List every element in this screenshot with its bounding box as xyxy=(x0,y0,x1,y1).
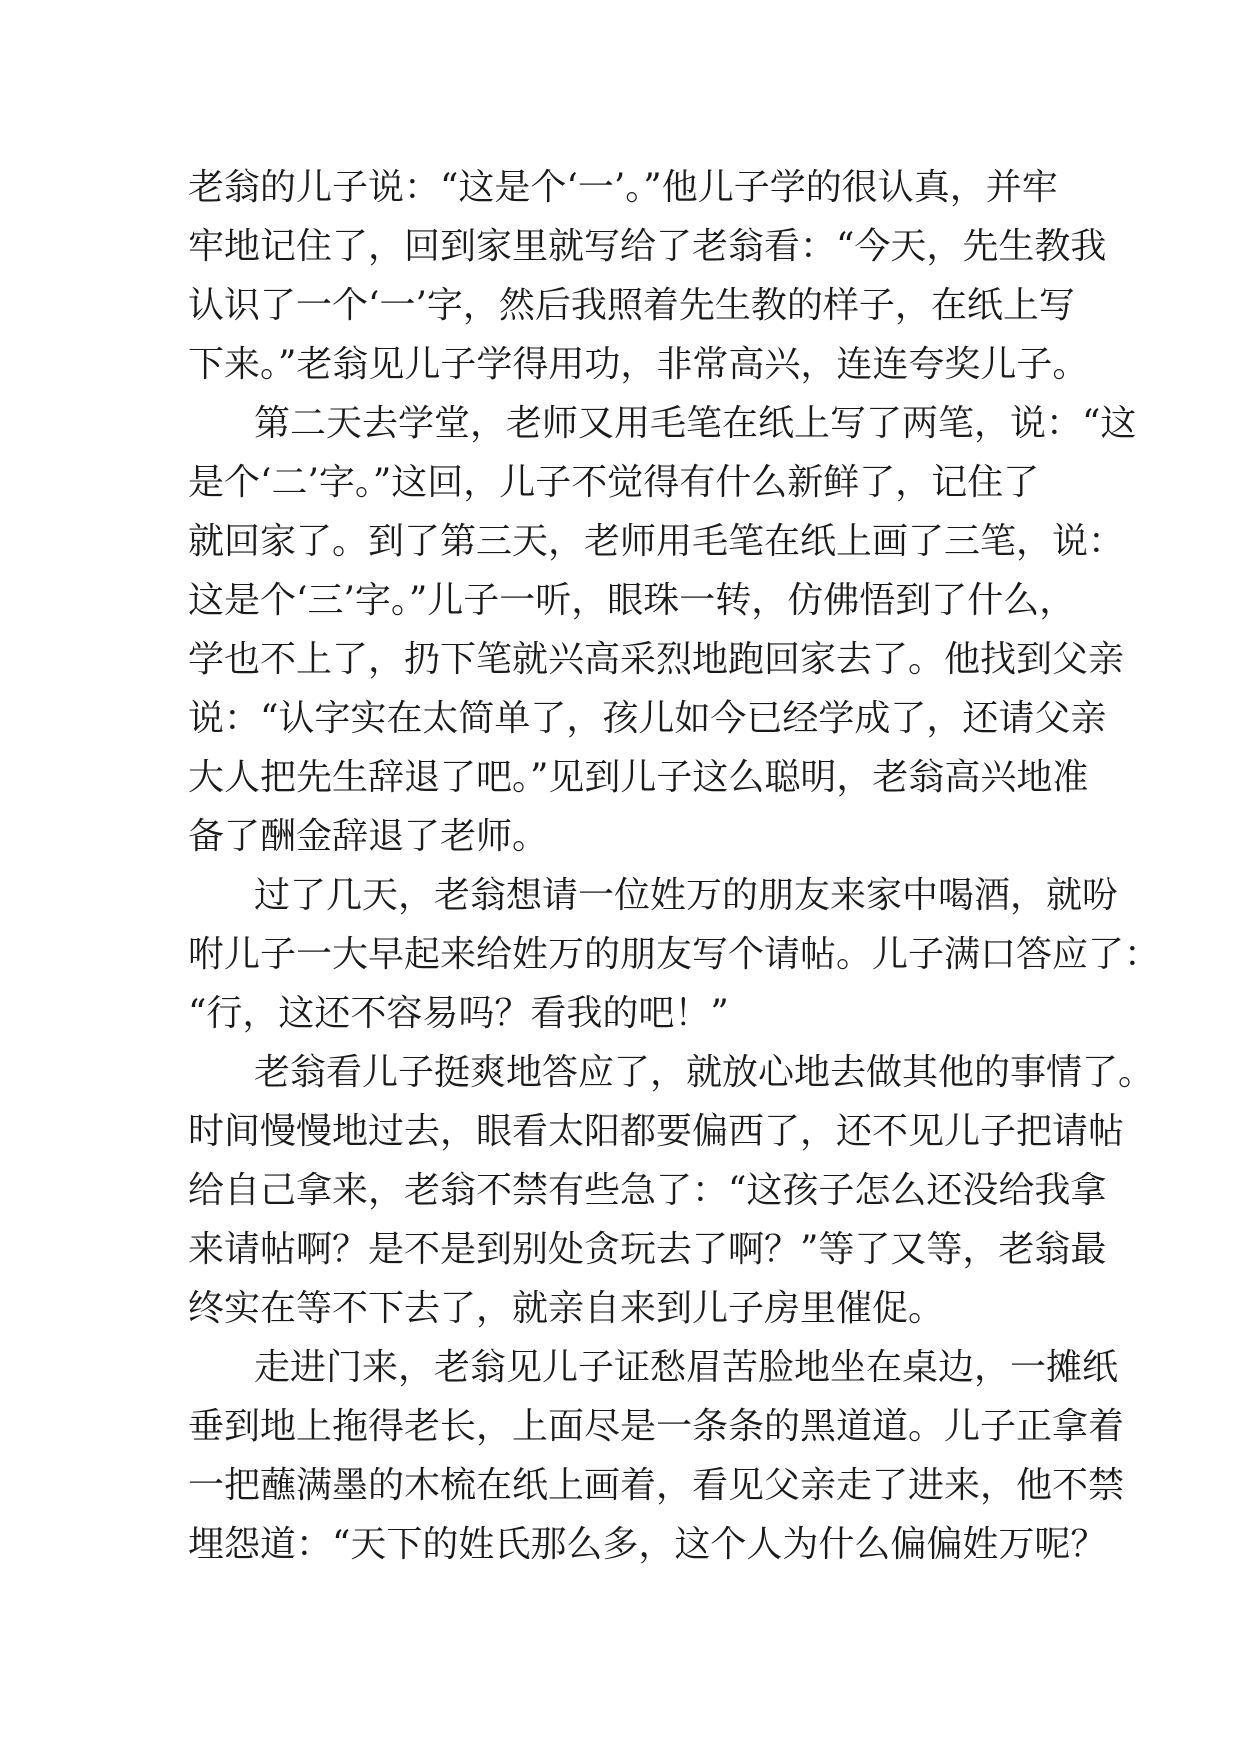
text-line: 终实在等不下去了，就亲自来到儿子房里催促。 xyxy=(188,1288,945,1329)
text-line: 给自己拿来，老翁不禁有些急了：“这孩子怎么还没给我拿 xyxy=(188,1170,1107,1211)
text-line: 是个‘二’字。”这回，儿子不觉得有什么新鲜了，记住了 xyxy=(188,462,1040,503)
text-line: 过了几天，老翁想请一位姓万的朋友来家中喝酒，就吩 xyxy=(254,875,1119,916)
text-line: 走进门来，老翁见儿子证愁眉苦脸地坐在桌边，一摊纸 xyxy=(254,1347,1119,1388)
text-line: 认识了一个‘一’字，然后我照着先生教的样子，在纸上写 xyxy=(188,285,1075,326)
text-line: 第二天去学堂，老师又用毛笔在纸上写了两笔，说：“这 xyxy=(254,403,1137,444)
text-line: 老翁看儿子挺爽地答应了，就放心地去做其他的事情了。 xyxy=(254,1052,1155,1093)
text-line: 就回家了。到了第三天，老师用毛笔在纸上画了三笔，说： xyxy=(188,521,1125,562)
text-line: 来请帖啊？是不是到别处贪玩去了啊？”等了又等，老翁最 xyxy=(188,1229,1107,1270)
text-line: 大人把先生辞退了吧。”见到儿子这么聪明，老翁高兴地准 xyxy=(188,757,1089,798)
text-line: 一把蘸满墨的木梳在纸上画着，看见父亲走了进来，他不禁 xyxy=(188,1465,1125,1506)
text-line: 说：“认字实在太简单了，孩儿如今已经学成了，还请父亲 xyxy=(188,698,1107,739)
text-line: 牢地记住了，回到家里就写给了老翁看：“今天，先生教我 xyxy=(188,226,1107,267)
text-line: “行，这还不容易吗？看我的吧！” xyxy=(188,993,729,1034)
text-line: 时间慢慢地过去，眼看太阳都要偏西了，还不见儿子把请帖 xyxy=(188,1111,1125,1152)
text-line: 埋怨道：“天下的姓氏那么多，这个人为什么偏偏姓万呢？ xyxy=(188,1524,1107,1565)
text-line: 下来。”老翁见儿子学得用功，非常高兴，连连夸奖儿子。 xyxy=(188,344,1089,385)
text-line: 咐儿子一大早起来给姓万的朋友写个请帖。儿子满口答应了： xyxy=(188,934,1161,975)
text-line: 老翁的儿子说：“这是个‘一’。”他儿子学的很认真，并牢 xyxy=(188,167,1058,208)
text-line: 学也不上了，扔下笔就兴高采烈地跑回家去了。他找到父亲 xyxy=(188,639,1125,680)
text-line: 垂到地上拖得老长，上面尽是一条条的黑道道。儿子正拿着 xyxy=(188,1406,1125,1447)
document-body xyxy=(188,158,1161,1574)
text-line: 备了酬金辞退了老师。 xyxy=(188,816,549,857)
text-line: 这是个‘三’字。”儿子一听，眼珠一转，仿佛悟到了什么， xyxy=(188,580,1076,621)
